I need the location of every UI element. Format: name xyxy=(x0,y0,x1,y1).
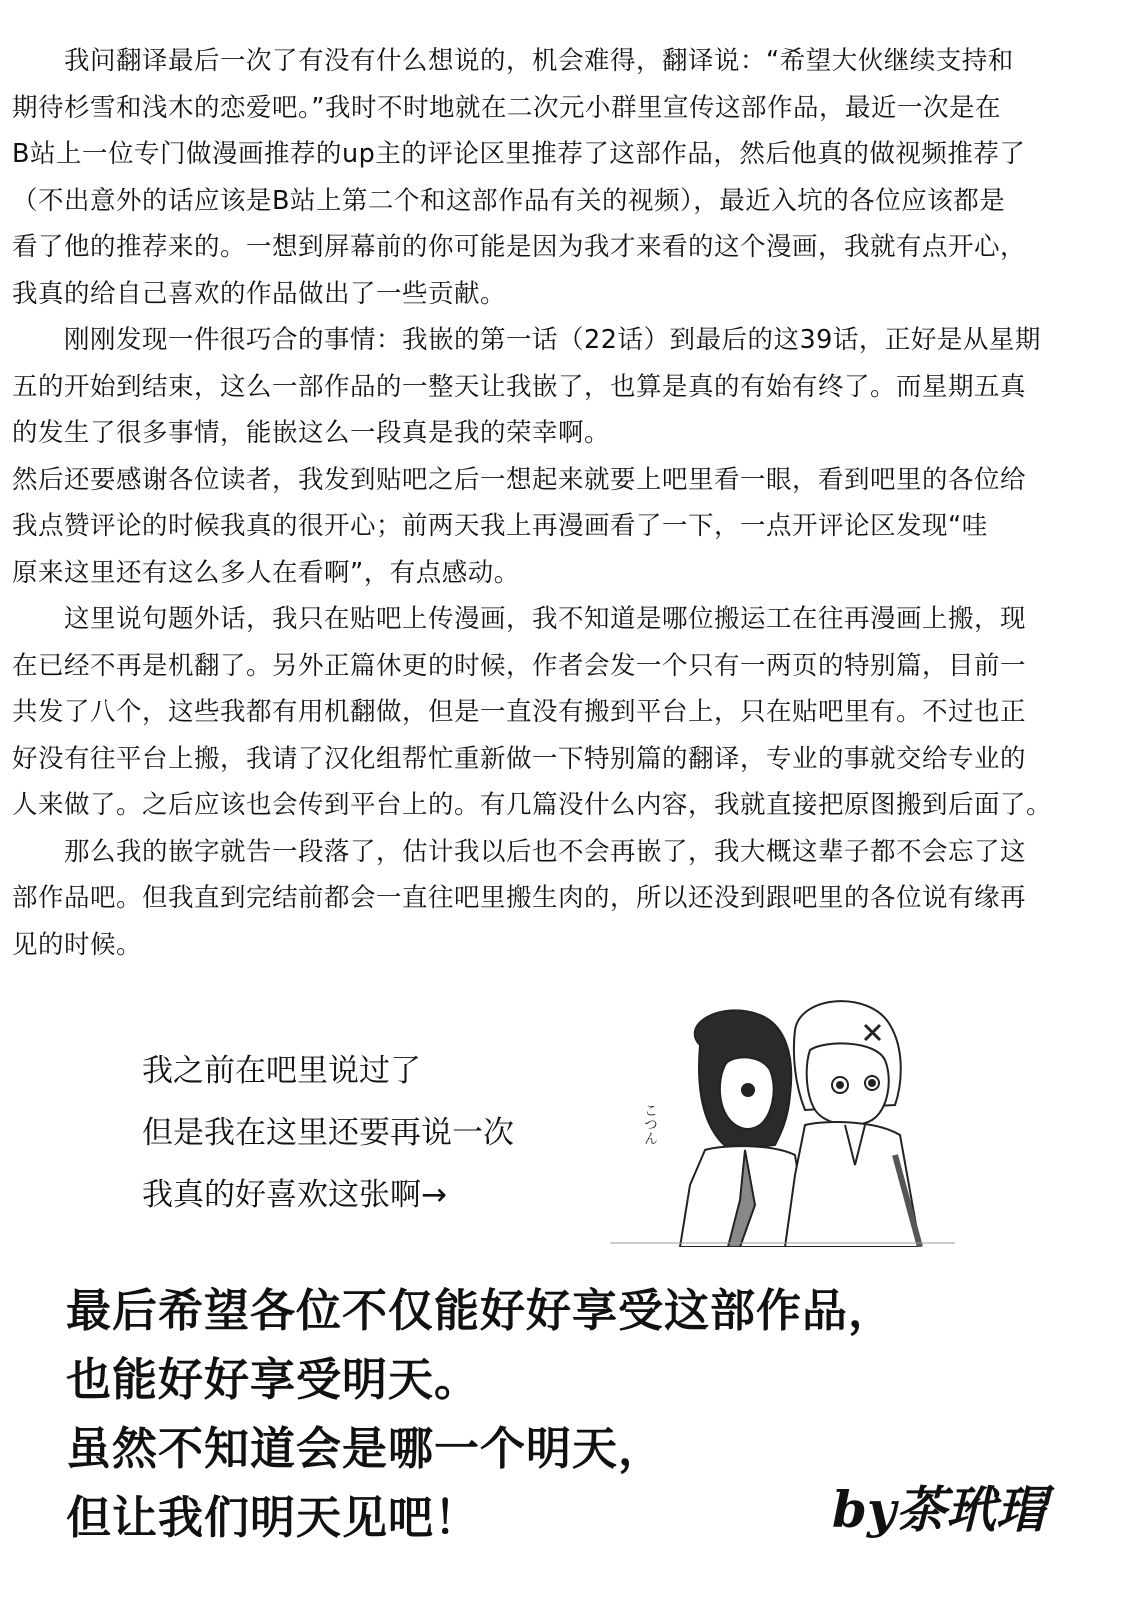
body-line: （不出意外的话应该是B站上第二个和这部作品有关的视频），最近入坑的各位应该都是 xyxy=(12,185,1006,216)
body-line: 期待杉雪和浅木的恋爱吧。”我时不时地就在二次元小群里宣传这部作品，最近一次是在 xyxy=(12,92,1001,123)
body-line: 的发生了很多事情，能嵌这么一段真是我的荣幸啊。 xyxy=(12,418,611,448)
closing-line: 但让我们明天见吧！ xyxy=(66,1491,481,1544)
body-line: 好没有往平台上搬，我请了汉化组帮忙重新做一下特别篇的翻译，专业的事就交给专业的 xyxy=(12,743,1027,774)
closing-line: 也能好好享受明天。 xyxy=(66,1353,481,1406)
body-line: 刚刚发现一件很巧合的事情：我嵌的第一话（22话）到最后的这39话，正好是从星期 xyxy=(12,325,1041,355)
closing-line: 虽然不知道会是哪一个明天， xyxy=(66,1422,665,1475)
body-line: 见的时候。 xyxy=(12,929,143,960)
body-line: 看了他的推荐来的。一想到屏幕前的你可能是因为我才来看的这个漫画，我就有点开心， xyxy=(12,232,1027,262)
body-line: 我问翻译最后一次了有没有什么想说的，机会难得，翻译说：“希望大伙继续支持和 xyxy=(12,46,1014,76)
afterword-body xyxy=(12,38,1112,968)
body-line: 五的开始到结束，这么一部作品的一整天让我嵌了，也算是真的有始有终了。而星期五真 xyxy=(12,371,1027,402)
body-line: 人来做了。之后应该也会传到平台上的。有几篇没什么内容，我就直接把原图搬到后面了。 xyxy=(12,790,1053,820)
light-haired-character xyxy=(785,1001,920,1247)
body-line: 我真的给自己喜欢的作品做出了一些贡献。 xyxy=(12,278,507,309)
body-line: 原来这里还有这么多人在看啊”，有点感动。 xyxy=(12,557,520,588)
note-line: 但是我在这里还要再说一次 xyxy=(142,1115,514,1151)
body-line: B站上一位专门做漫画推荐的up主的评论区里推荐了这部作品，然后他真的做视频推荐了 xyxy=(12,139,1026,169)
side-note xyxy=(142,1040,622,1226)
sound-effect-text: こつん xyxy=(642,1103,658,1145)
body-line: 部作品吧。但我直到完结前都会一直往吧里搬生肉的，所以还没到跟吧里的各位说有缘再 xyxy=(12,883,1027,913)
body-line: 这里说句题外话，我只在贴吧上传漫画，我不知道是哪位搬运工在往再漫画上搬，现 xyxy=(12,604,1027,634)
closing-line: 最后希望各位不仅能好好享受这部作品， xyxy=(66,1284,895,1337)
author-signature: by茶玳瑁 xyxy=(832,1480,1047,1539)
note-line: 我之前在吧里说过了 xyxy=(142,1053,421,1089)
body-line: 然后还要感谢各位读者，我发到贴吧之后一想起来就要上吧里看一眼，看到吧里的各位给 xyxy=(12,464,1027,495)
body-line: 我点赞评论的时候我真的很开心；前两天我上再漫画看了一下，一点开评论区发现“哇 xyxy=(12,511,988,541)
note-line: 我真的好喜欢这张啊→ xyxy=(142,1177,447,1213)
body-line: 共发了八个，这些我都有用机翻做，但是一直没有搬到平台上，只在贴吧里有。不过也正 xyxy=(12,697,1027,727)
body-line: 在已经不再是机翻了。另外正篇休更的时候，作者会发一个只有一两页的特别篇，目前一 xyxy=(12,650,1027,681)
manga-illustration xyxy=(610,985,960,1247)
body-line: 那么我的嵌字就告一段落了，估计我以后也不会再嵌了，我大概这辈子都不会忘了这 xyxy=(12,836,1027,867)
